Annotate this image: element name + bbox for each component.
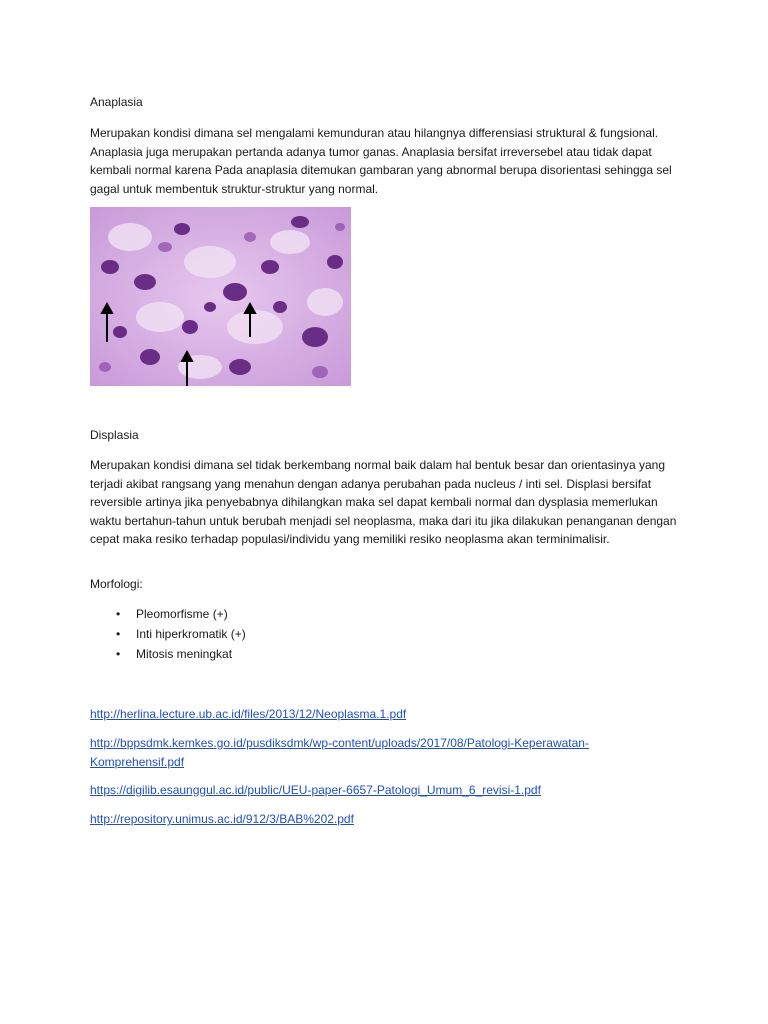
anaplasia-paragraph: Merupakan kondisi dimana sel mengalami kemunduran atau hilangnya differensiasi struktural & fungsional. Anaplasia juga merupakan pertanda adanya tumor ganas. Anaplasia bersifat irreversebel atau tidak dapat kembali normal karena Pada anaplasia ditemukan gambaran yang abnormal berupa disorientasi sehingga sel gagal untuk membentuk struktur-struktur yang normal. [90, 126, 672, 196]
reference-link-1[interactable]: http://herlina.lecture.ub.ac.id/files/2013/12/Neoplasma.1.pdf [90, 707, 407, 721]
list-item [90, 644, 246, 664]
anaplasia-heading: Anaplasia [90, 95, 143, 109]
list-item-text: Mitosis meningkat [136, 647, 233, 661]
reference-link-3[interactable]: https://digilib.esaunggul.ac.id/public/UEU-paper-6657-Patologi_Umum_6_revisi-1.pdf [90, 783, 541, 797]
histology-micrograph [90, 207, 351, 386]
bullet-icon: • [116, 647, 121, 661]
displasia-paragraph: Merupakan kondisi dimana sel tidak berkembang normal baik dalam hal bentuk besar dan orientasinya yang terjadi akibat rangsang yang menahun dengan adanya perubahan pada nucleus / inti sel. Displasi bersifat reversible artinya jika penyebabnya dihilangkan maka sel dapat kembali normal dan dysplasia memerlukan waktu bertahun-tahun untuk berubah menjadi sel neoplasma, maka dari itu jika dilakukan penanganan dengan cepat maka resiko terhadap populasi/individu yang memiliki resiko neoplasma akan terminimalisir. [90, 458, 677, 546]
list-item-text: Inti hiperkromatik (+) [136, 627, 246, 641]
bullet-icon: • [116, 607, 121, 621]
list-item [90, 604, 246, 624]
displasia-heading: Displasia [90, 428, 139, 442]
reference-link-4[interactable]: http://repository.unimus.ac.id/912/3/BAB%202.pdf [90, 812, 354, 826]
bullet-icon: • [116, 627, 121, 641]
list-item [90, 624, 246, 644]
histology-image [90, 207, 351, 386]
morphology-list [90, 604, 246, 664]
morphology-heading: Morfologi: [90, 577, 143, 591]
reference-link-2[interactable]: http://bppsdmk.kemkes.go.id/pusdiksdmk/wp-content/uploads/2017/08/Patologi-Keperawatan-Komprehensif.pdf [90, 736, 589, 769]
list-item-text: Pleomorfisme (+) [136, 607, 228, 621]
